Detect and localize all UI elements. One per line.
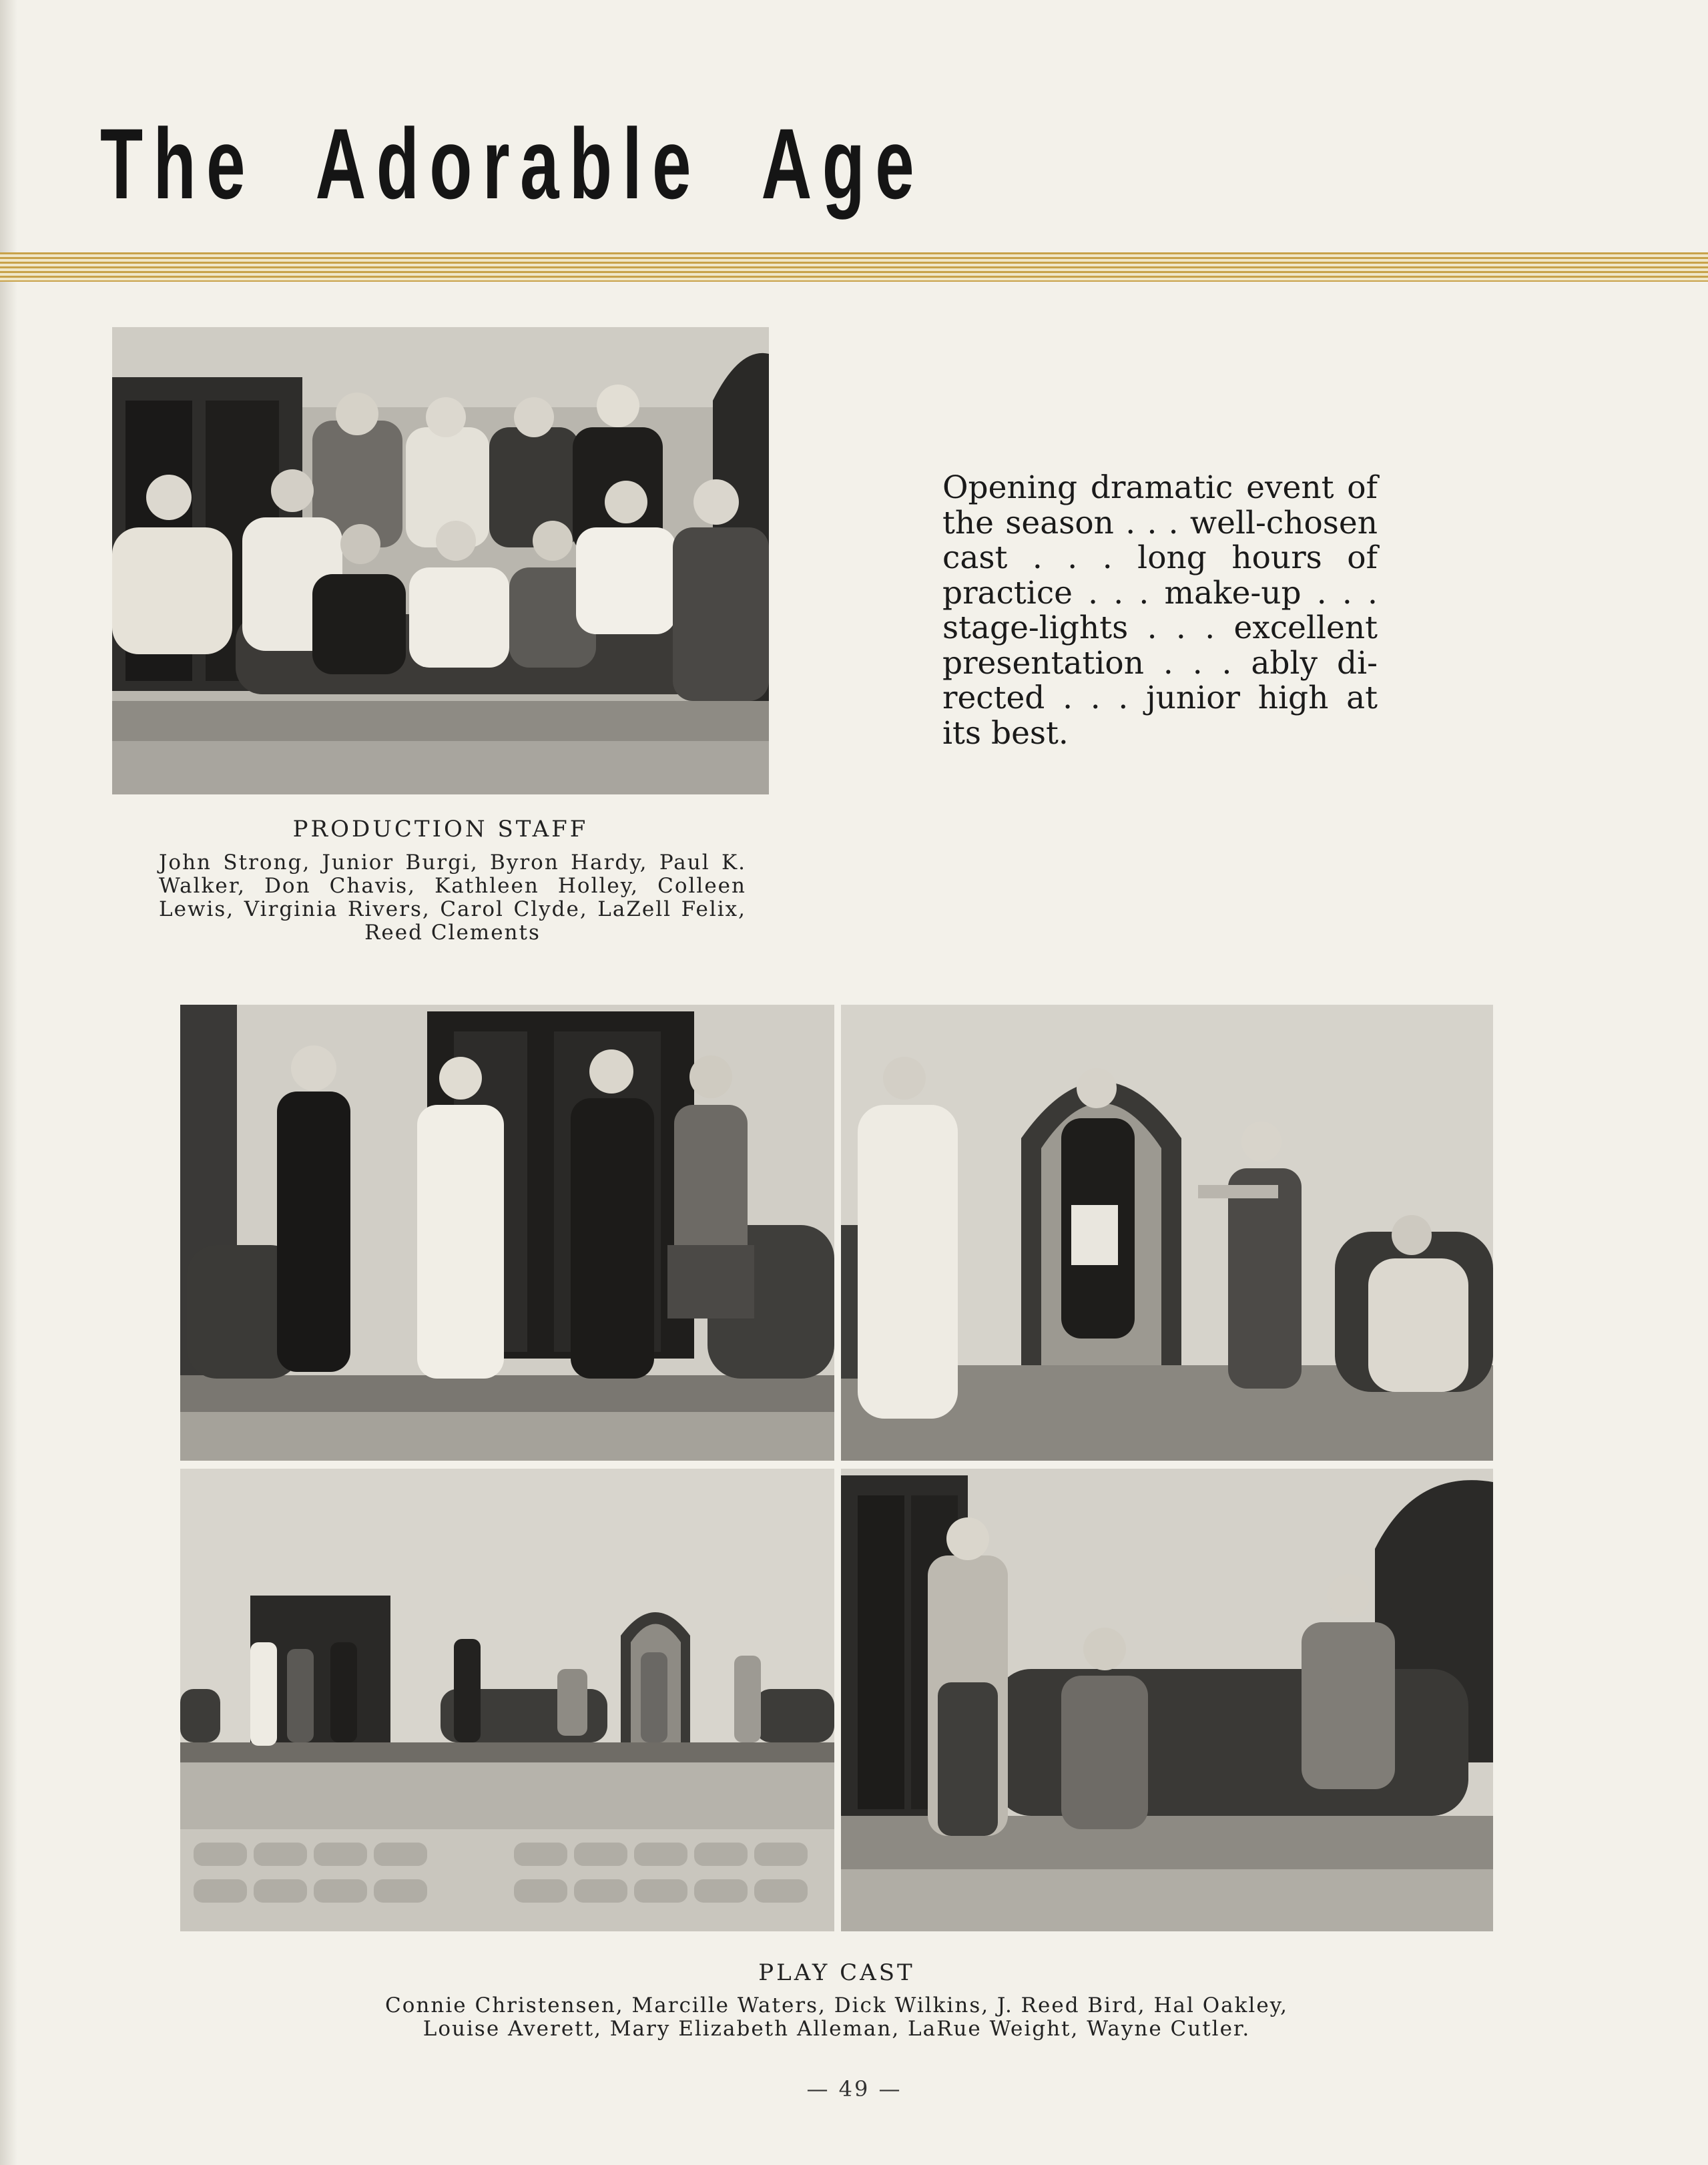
play-photo-bottom-left [180,1469,834,1931]
play-cast-names-line2: Louise Averett, Mary Elizabeth Alleman, LaRue Weight, Wayne Cutler. [422,2017,1251,2041]
play-photo-bottom-right [841,1469,1493,1931]
production-staff-photo [112,327,769,794]
page-binding-shadow [0,0,17,2165]
play-cast-heading: PLAY CAST [758,1959,915,1986]
play-photo-top-left [180,1005,834,1461]
play-photo-top-right [841,1005,1493,1461]
production-staff-names: John Strong, Junior Burgi, Byron Hardy, Paul K. Walker, Don Chavis, Kathleen Holley, Colleen Lewis, Virginia Rivers, Carol Clyde, LaZell Felix, Reed Clements [159,851,746,945]
gold-header-rule [0,252,1708,282]
page-number: — 49 — [806,2076,902,2102]
play-cast-names-line1: Connie Christensen, Marcille Waters, Dick Wilkins, J. Reed Bird, Hal Oakley, [385,1993,1288,2017]
intro-blurb: Opening dramatic event of the season . . . well-chosen cast . . . long hours of practice . . . make-up . . . stage-lights . . . excellent presentation . . . ably di-rected . . . junior high at its best. [942,469,1378,752]
page-title: The Adorable Age [100,107,925,220]
production-staff-heading: PRODUCTION STAFF [292,816,589,843]
